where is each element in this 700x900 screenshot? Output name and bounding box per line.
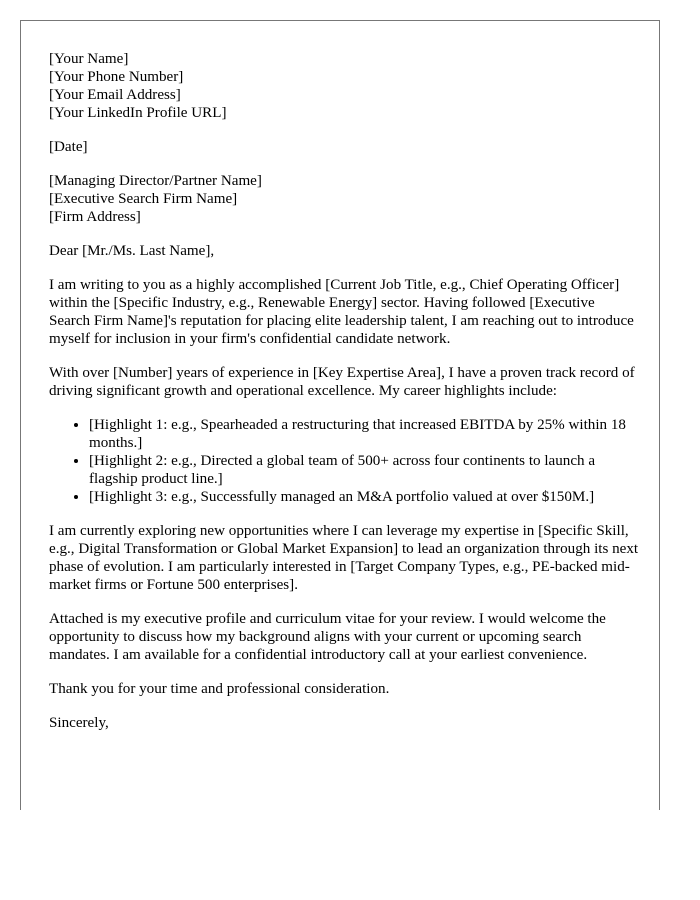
paragraph-attachment: Attached is my executive profile and curriculum vitae for your review. I would welcome the opportunity to discuss how my background aligns with your current or upcoming search mandates. I am available for a confidential introductory call at your earliest convenience.: [49, 611, 606, 663]
letter-date: [Date]: [49, 139, 88, 155]
sender-phone: [Your Phone Number]: [49, 69, 184, 85]
list-item: • [Highlight 3: e.g., Successfully managed an M&A portfolio valued at over $150M.]: [89, 488, 639, 506]
recipient-firm: [Executive Search Firm Name]: [49, 191, 238, 207]
closing: Sincerely,: [49, 715, 109, 731]
paragraph-experience: With over [Number] years of experience in [Key Expertise Area], I have a proven track record of driving significant growth and operational excellence. My career highlights include:: [49, 365, 635, 399]
highlights-list: [49, 416, 639, 506]
sender-block: [49, 50, 639, 122]
letter-page: [20, 20, 660, 810]
paragraph-thanks: Thank you for your time and professional consideration.: [49, 681, 390, 697]
salutation: Dear [Mr./Ms. Last Name],: [49, 243, 215, 259]
list-item: • [Highlight 1: e.g., Spearheaded a restructuring that increased EBITDA by 25% within 18 months.]: [89, 416, 639, 452]
sender-name: [Your Name]: [49, 51, 129, 67]
recipient-block: [49, 172, 639, 226]
letter-content: [49, 50, 639, 732]
paragraph-intro: I am writing to you as a highly accomplished [Current Job Title, e.g., Chief Operating Officer] within the [Specific Industry, e.g., Renewable Energy] sector. Having followed [Executive Search Firm Name]'s reputation for placing elite leadership talent, I am reaching out to introduce myself for inclusion in your firm's confidential candidate network.: [49, 277, 634, 347]
sender-email: [Your Email Address]: [49, 87, 181, 103]
sender-linkedin: [Your LinkedIn Profile URL]: [49, 105, 227, 121]
recipient-address: [Firm Address]: [49, 209, 141, 225]
list-item: • [Highlight 2: e.g., Directed a global team of 500+ across four continents to launch a flagship product line.]: [89, 452, 639, 488]
recipient-name: [Managing Director/Partner Name]: [49, 173, 262, 189]
paragraph-opportunities: I am currently exploring new opportunities where I can leverage my expertise in [Specific Skill, e.g., Digital Transformation or Global Market Expansion] to lead an organization through its next phase of evolution. I am particularly interested in [Target Company Types, e.g., PE-backed mid-market firms or Fortune 500 enterprises].: [49, 523, 639, 593]
